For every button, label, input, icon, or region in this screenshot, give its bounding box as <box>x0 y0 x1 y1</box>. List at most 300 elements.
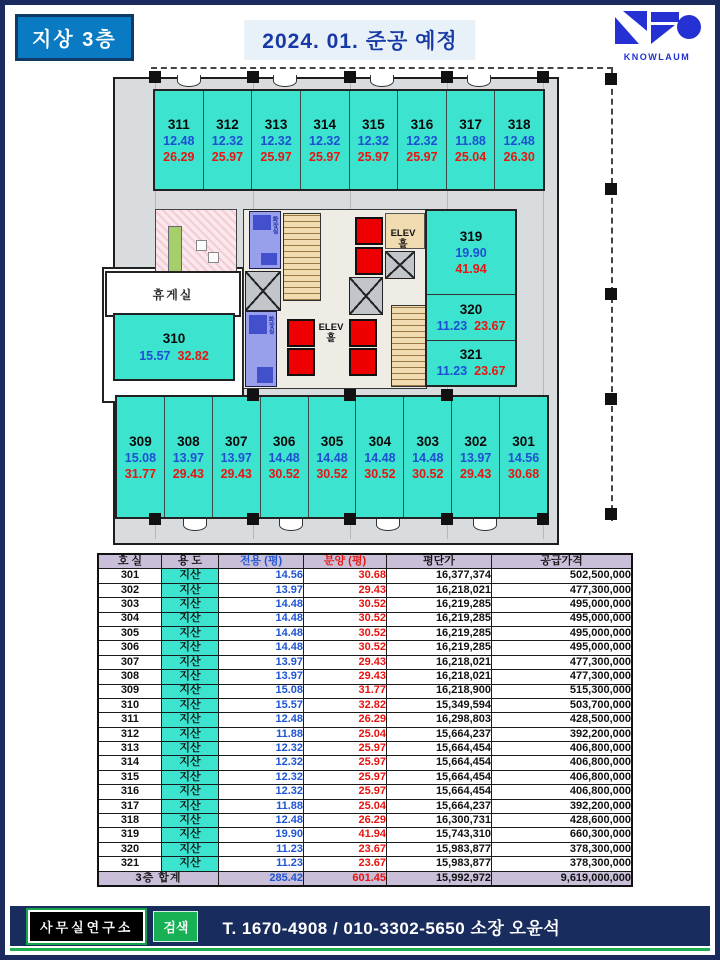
cell-supply-price: 392,200,000 <box>492 727 633 741</box>
room-sale-area: 25.97 <box>406 149 438 164</box>
cell-use: 지산 <box>162 742 219 756</box>
room-sale-area: 23.67 <box>474 364 506 379</box>
table-row <box>98 612 632 626</box>
room-sale-area: 25.97 <box>260 149 292 164</box>
cell-sale: 29.43 <box>304 583 387 597</box>
cell-exclusive: 14.48 <box>219 612 304 626</box>
room-number: 302 <box>464 433 487 449</box>
cell-supply-price: 406,800,000 <box>492 785 633 799</box>
cell-unit-price: 15,664,454 <box>387 770 492 784</box>
table-row <box>98 626 632 640</box>
cell-room: 310 <box>98 698 162 712</box>
cell-unit-price: 15,664,454 <box>387 756 492 770</box>
shaft <box>349 277 383 315</box>
table-furniture <box>168 226 182 276</box>
total-sale: 601.45 <box>304 871 387 886</box>
column-marker <box>149 71 161 83</box>
table-row <box>98 569 632 583</box>
cell-use: 지산 <box>162 857 219 871</box>
column-marker <box>149 513 161 525</box>
table-row <box>98 799 632 813</box>
room-number: 310 <box>162 331 186 346</box>
cell-use: 지산 <box>162 770 219 784</box>
cell-use: 지산 <box>162 756 219 770</box>
room-sale-area: 26.30 <box>503 149 535 164</box>
column-marker <box>537 513 549 525</box>
plan-room <box>452 397 500 517</box>
plan-room <box>404 397 452 517</box>
stairs-top <box>283 213 321 301</box>
cell-use: 지산 <box>162 670 219 684</box>
table-row <box>98 727 632 741</box>
restroom-label: 화장실 <box>271 216 277 234</box>
stairs-bottom <box>391 305 429 387</box>
plan-room-321 <box>427 340 515 385</box>
cell-sale: 25.04 <box>304 727 387 741</box>
cell-supply-price: 495,000,000 <box>492 641 633 655</box>
cell-room: 303 <box>98 598 162 612</box>
cell-unit-price: 16,218,900 <box>387 684 492 698</box>
column-marker <box>441 513 453 525</box>
cell-supply-price: 406,800,000 <box>492 742 633 756</box>
cell-supply-price: 406,800,000 <box>492 770 633 784</box>
cell-exclusive: 11.23 <box>219 842 304 856</box>
column-marker <box>605 183 617 195</box>
cell-use: 지산 <box>162 727 219 741</box>
cell-supply-price: 477,300,000 <box>492 583 633 597</box>
cell-sale: 30.68 <box>304 569 387 583</box>
door-arc <box>183 519 207 531</box>
room-number: 316 <box>410 116 434 132</box>
elevator <box>287 348 315 376</box>
col-header-use: 용 도 <box>162 554 219 569</box>
cell-supply-price: 378,300,000 <box>492 857 633 871</box>
total-unit-price: 15,992,972 <box>387 871 492 886</box>
room-sale-area: 41.94 <box>455 262 487 277</box>
cell-unit-price: 15,664,454 <box>387 785 492 799</box>
cell-room: 306 <box>98 641 162 655</box>
table-row <box>98 670 632 684</box>
cell-use: 지산 <box>162 626 219 640</box>
column-marker <box>605 393 617 405</box>
col-header-unit-price: 평단가 <box>387 554 492 569</box>
room-exclusive-area: 15.08 <box>124 450 157 465</box>
footer-accent-line <box>10 948 710 951</box>
shaft <box>245 271 281 311</box>
col-header-sale: 분양 (평) <box>304 554 387 569</box>
column-marker <box>247 513 259 525</box>
cell-supply-price: 477,300,000 <box>492 655 633 669</box>
table-row <box>98 770 632 784</box>
room-number: 320 <box>459 301 483 317</box>
room-number: 317 <box>459 116 482 132</box>
cell-sale: 32.82 <box>304 698 387 712</box>
cell-sale: 26.29 <box>304 713 387 727</box>
column-marker <box>537 71 549 83</box>
column-marker <box>441 389 453 401</box>
cell-exclusive: 13.97 <box>219 655 304 669</box>
elevator <box>355 217 383 245</box>
cell-sale: 31.77 <box>304 684 387 698</box>
room-exclusive-area: 12.32 <box>211 133 244 148</box>
room-exclusive-area: 13.97 <box>220 450 252 465</box>
cell-room: 307 <box>98 655 162 669</box>
room-exclusive-area: 14.48 <box>412 450 444 465</box>
room-exclusive-area: 12.32 <box>309 133 341 148</box>
cell-room: 320 <box>98 842 162 856</box>
cell-use: 지산 <box>162 655 219 669</box>
company-name-box: 사무실연구소 <box>28 910 145 943</box>
cell-unit-price: 15,664,237 <box>387 727 492 741</box>
cell-sale: 25.97 <box>304 785 387 799</box>
room-number: 311 <box>167 116 190 132</box>
col-header-room: 호 실 <box>98 554 162 569</box>
column-marker <box>344 389 356 401</box>
cell-exclusive: 12.48 <box>219 814 304 828</box>
plan-room <box>213 397 261 517</box>
cell-unit-price: 16,377,374 <box>387 569 492 583</box>
cell-sale: 30.52 <box>304 612 387 626</box>
plan-room <box>165 397 213 517</box>
table-row <box>98 698 632 712</box>
room-number: 319 <box>459 229 483 245</box>
cell-supply-price: 477,300,000 <box>492 670 633 684</box>
chair-furniture <box>196 240 207 251</box>
column-marker <box>605 288 617 300</box>
cell-unit-price: 15,983,877 <box>387 842 492 856</box>
cell-exclusive: 11.88 <box>219 799 304 813</box>
plan-room-310 <box>113 313 235 381</box>
plan-room <box>252 91 301 189</box>
cell-use: 지산 <box>162 612 219 626</box>
room-exclusive-area: 12.32 <box>260 133 292 148</box>
cell-unit-price: 16,219,285 <box>387 626 492 640</box>
cell-use: 지산 <box>162 713 219 727</box>
cell-supply-price: 503,700,000 <box>492 698 633 712</box>
room-sale-area: 30.52 <box>316 466 348 481</box>
column-marker <box>441 71 453 83</box>
cell-room: 313 <box>98 742 162 756</box>
cell-room: 319 <box>98 828 162 842</box>
table-row <box>98 583 632 597</box>
plan-room <box>309 397 357 517</box>
cell-room: 304 <box>98 612 162 626</box>
table-row <box>98 641 632 655</box>
cell-sale: 30.52 <box>304 641 387 655</box>
table-row <box>98 785 632 799</box>
cell-exclusive: 12.32 <box>219 785 304 799</box>
plan-room-319 <box>427 211 515 294</box>
door-arc <box>370 75 394 87</box>
room-number: 304 <box>368 433 392 449</box>
cell-unit-price: 16,300,731 <box>387 814 492 828</box>
cell-supply-price: 378,300,000 <box>492 842 633 856</box>
room-number: 313 <box>264 116 288 132</box>
elevator <box>349 348 377 376</box>
company-logo <box>607 9 707 62</box>
cell-exclusive: 12.32 <box>219 742 304 756</box>
plan-room <box>301 91 350 189</box>
cell-exclusive: 15.57 <box>219 698 304 712</box>
cell-unit-price: 16,298,803 <box>387 713 492 727</box>
column-marker <box>605 73 617 85</box>
cell-sale: 30.52 <box>304 626 387 640</box>
cell-exclusive: 13.97 <box>219 583 304 597</box>
cell-room: 308 <box>98 670 162 684</box>
cell-use: 지산 <box>162 785 219 799</box>
cell-unit-price: 16,219,285 <box>387 612 492 626</box>
cell-use: 지산 <box>162 814 219 828</box>
room-sale-area: 23.67 <box>474 318 506 333</box>
cell-room: 314 <box>98 756 162 770</box>
elev-text: ELEV <box>318 322 344 333</box>
cell-supply-price: 660,300,000 <box>492 828 633 842</box>
cell-exclusive: 14.56 <box>219 569 304 583</box>
door-arc <box>467 75 491 87</box>
room-exclusive-area: 13.97 <box>460 450 492 465</box>
page-title: 2024. 01. 준공 예정 <box>244 20 475 60</box>
floor-badge: 지상 3층 <box>15 14 134 61</box>
room-sale-area: 31.77 <box>124 466 157 481</box>
cell-room: 301 <box>98 569 162 583</box>
room-sale-area: 29.43 <box>460 466 492 481</box>
total-row <box>98 871 632 886</box>
table-header-row <box>98 554 632 569</box>
column-marker <box>344 71 356 83</box>
cell-use: 지산 <box>162 698 219 712</box>
cell-room: 311 <box>98 713 162 727</box>
cell-unit-price: 15,664,237 <box>387 799 492 813</box>
room-number: 309 <box>129 433 152 449</box>
cell-supply-price: 515,300,000 <box>492 684 633 698</box>
table-row <box>98 857 632 871</box>
cell-sale: 25.97 <box>304 770 387 784</box>
plan-room-320 <box>427 294 515 339</box>
room-exclusive-area: 11.23 <box>436 364 468 379</box>
room-sale-area: 32.82 <box>177 349 209 363</box>
plan-room <box>356 397 404 517</box>
door-arc <box>279 519 303 531</box>
room-sale-area: 26.29 <box>163 149 195 164</box>
cell-unit-price: 16,218,021 <box>387 670 492 684</box>
plan-top-room-band <box>153 89 545 191</box>
room-number: 306 <box>272 433 296 449</box>
cell-room: 315 <box>98 770 162 784</box>
elevator-hall-label <box>385 229 421 251</box>
room-number: 314 <box>313 116 336 132</box>
cell-use: 지산 <box>162 583 219 597</box>
price-table <box>97 553 633 887</box>
cell-supply-price: 392,200,000 <box>492 799 633 813</box>
search-badge: 검색 <box>153 911 198 942</box>
room-sale-area: 30.52 <box>268 466 300 481</box>
room-sale-area: 25.97 <box>357 149 389 164</box>
cell-unit-price: 15,349,594 <box>387 698 492 712</box>
cell-exclusive: 11.88 <box>219 727 304 741</box>
room-exclusive-area: 19.90 <box>455 246 487 261</box>
contact-info: T. 1670-4908 / 010-3302-5650 소장 오윤석 <box>222 918 561 938</box>
cell-room: 317 <box>98 799 162 813</box>
cell-unit-price: 15,983,877 <box>387 857 492 871</box>
cell-exclusive: 14.48 <box>219 598 304 612</box>
table-row <box>98 684 632 698</box>
cell-supply-price: 428,500,000 <box>492 713 633 727</box>
elevator <box>287 319 315 347</box>
plan-room <box>155 91 204 189</box>
cell-supply-price: 502,500,000 <box>492 569 633 583</box>
room-sale-area: 30.52 <box>364 466 396 481</box>
price-table-section <box>97 553 633 887</box>
column-marker <box>247 71 259 83</box>
elevator-hall-label <box>313 323 349 345</box>
hall-text: 홀 <box>326 332 336 344</box>
grid-extension-line-horizontal <box>151 67 613 69</box>
cell-use: 지산 <box>162 684 219 698</box>
cell-sale: 41.94 <box>304 828 387 842</box>
elev-text: ELEV <box>390 228 416 239</box>
elevator <box>355 247 383 275</box>
room-sale-area: 29.43 <box>172 466 204 481</box>
shaft <box>385 251 415 279</box>
plan-room <box>447 91 496 189</box>
total-exclusive: 285.42 <box>219 871 304 886</box>
cell-use: 지산 <box>162 828 219 842</box>
plan-room <box>500 397 547 517</box>
door-arc <box>273 75 297 87</box>
cell-room: 302 <box>98 583 162 597</box>
column-marker <box>247 389 259 401</box>
room-sale-area: 25.97 <box>309 149 341 164</box>
cell-exclusive: 14.48 <box>219 626 304 640</box>
cell-sale: 26.29 <box>304 814 387 828</box>
cell-exclusive: 12.32 <box>219 756 304 770</box>
cell-room: 318 <box>98 814 162 828</box>
col-header-exclusive: 전용 (평) <box>219 554 304 569</box>
cell-exclusive: 12.32 <box>219 770 304 784</box>
plan-room <box>495 91 543 189</box>
cell-sale: 23.67 <box>304 857 387 871</box>
column-marker <box>344 513 356 525</box>
cell-supply-price: 495,000,000 <box>492 626 633 640</box>
plan-right-room-block <box>425 209 517 387</box>
cell-room: 309 <box>98 684 162 698</box>
table-row <box>98 828 632 842</box>
cell-sale: 29.43 <box>304 670 387 684</box>
total-supply-price: 9,619,000,000 <box>492 871 633 886</box>
cell-unit-price: 16,219,285 <box>387 598 492 612</box>
floor-plan <box>93 61 641 549</box>
room-number: 305 <box>320 433 344 449</box>
table-row <box>98 598 632 612</box>
table-row <box>98 655 632 669</box>
hall-text: 홀 <box>398 238 408 250</box>
cell-unit-price: 16,219,285 <box>387 641 492 655</box>
plan-room <box>261 397 309 517</box>
plan-room <box>350 91 399 189</box>
cell-sale: 23.67 <box>304 842 387 856</box>
room-number: 318 <box>507 116 531 132</box>
room-number: 321 <box>459 347 483 363</box>
total-label: 3층 합계 <box>98 871 219 886</box>
table-row <box>98 742 632 756</box>
cell-room: 316 <box>98 785 162 799</box>
cell-unit-price: 15,664,454 <box>387 742 492 756</box>
cell-unit-price: 15,743,310 <box>387 828 492 842</box>
cell-supply-price: 406,800,000 <box>492 756 633 770</box>
room-number: 308 <box>177 433 200 449</box>
room-exclusive-area: 14.48 <box>268 450 300 465</box>
cell-use: 지산 <box>162 569 219 583</box>
room-exclusive-area: 13.97 <box>172 450 204 465</box>
room-exclusive-area: 14.48 <box>316 450 348 465</box>
plan-bottom-room-band <box>115 395 549 519</box>
cell-exclusive: 11.23 <box>219 857 304 871</box>
cell-sale: 29.43 <box>304 655 387 669</box>
door-arc <box>376 519 400 531</box>
plan-room <box>398 91 447 189</box>
cell-use: 지산 <box>162 641 219 655</box>
restroom-bottom <box>245 311 277 387</box>
col-header-supply-price: 공급가격 <box>492 554 633 569</box>
cell-use: 지산 <box>162 598 219 612</box>
restroom-label: 화장실 <box>267 316 273 334</box>
cell-sale: 25.97 <box>304 742 387 756</box>
column-marker <box>605 508 617 520</box>
cell-exclusive: 12.48 <box>219 713 304 727</box>
cell-sale: 30.52 <box>304 598 387 612</box>
neo-logo-icon <box>613 9 701 46</box>
room-exclusive-area: 12.48 <box>503 133 535 148</box>
cell-room: 305 <box>98 626 162 640</box>
table-row <box>98 842 632 856</box>
room-sale-area: 29.43 <box>220 466 252 481</box>
restroom-top <box>249 211 281 269</box>
cell-sale: 25.04 <box>304 799 387 813</box>
table-body <box>98 569 632 871</box>
room-exclusive-area: 12.32 <box>357 133 389 148</box>
cell-unit-price: 16,218,021 <box>387 655 492 669</box>
room-number: 312 <box>216 116 239 132</box>
plan-room <box>117 397 165 517</box>
cell-room: 312 <box>98 727 162 741</box>
room-number: 307 <box>224 433 248 449</box>
room-sale-area: 25.04 <box>454 149 487 164</box>
cell-supply-price: 428,600,000 <box>492 814 633 828</box>
logo-wordmark: KNOWLAUM <box>623 52 691 62</box>
cell-exclusive: 15.08 <box>219 684 304 698</box>
cell-exclusive: 19.90 <box>219 828 304 842</box>
room-exclusive-area: 12.48 <box>163 133 195 148</box>
cell-exclusive: 13.97 <box>219 670 304 684</box>
room-exclusive-area: 14.56 <box>507 450 540 465</box>
room-exclusive-area: 12.32 <box>406 133 438 148</box>
room-number: 301 <box>512 433 535 449</box>
room-exclusive-area: 14.48 <box>364 450 396 465</box>
plan-room <box>204 91 253 189</box>
room-exclusive-area: 11.23 <box>436 318 468 333</box>
room-exclusive-area: 11.88 <box>455 133 486 148</box>
elevator <box>349 319 377 347</box>
cell-unit-price: 16,218,021 <box>387 583 492 597</box>
cell-supply-price: 495,000,000 <box>492 598 633 612</box>
door-arc <box>473 519 497 531</box>
room-number: 303 <box>416 433 440 449</box>
cell-use: 지산 <box>162 799 219 813</box>
cell-sale: 25.97 <box>304 756 387 770</box>
room-number: 315 <box>362 116 385 132</box>
chair-furniture <box>208 252 219 263</box>
footer-bar <box>10 906 710 946</box>
